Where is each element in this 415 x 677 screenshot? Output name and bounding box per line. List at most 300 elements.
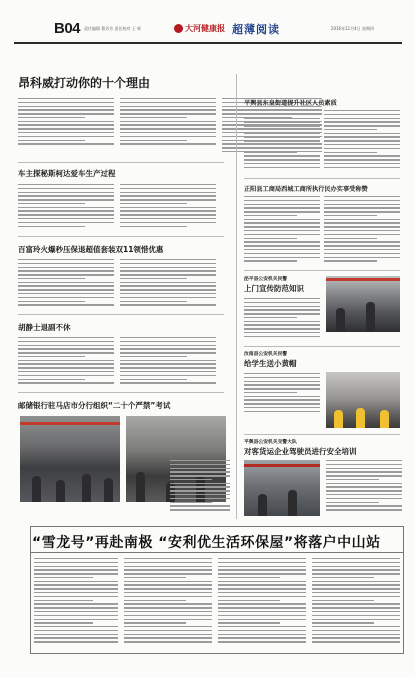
text-line	[34, 588, 118, 589]
text-line	[18, 356, 85, 357]
text-line	[120, 379, 187, 380]
text-line	[18, 132, 114, 133]
text-line	[18, 371, 114, 372]
text-line	[18, 199, 114, 200]
text-line	[324, 230, 400, 231]
text-line	[218, 596, 306, 597]
r2-text-col-2	[324, 196, 400, 266]
text-line	[120, 218, 216, 219]
text-line	[124, 581, 212, 582]
text-line	[18, 367, 114, 368]
text-line	[18, 113, 114, 114]
text-line	[170, 509, 230, 510]
text-line	[218, 577, 280, 578]
chexian-text-col-1	[18, 337, 114, 387]
text-line	[324, 155, 400, 156]
text-line	[124, 588, 212, 589]
text-line	[170, 471, 230, 472]
page-number: B04	[54, 20, 81, 37]
text-line	[18, 289, 114, 290]
text-line	[326, 464, 402, 465]
text-line	[244, 152, 297, 153]
text-line	[120, 136, 216, 137]
headline-r3-kicker: 泌平县公安机关民警	[244, 277, 288, 282]
text-line	[120, 341, 216, 342]
text-line	[120, 195, 216, 196]
text-line	[326, 494, 402, 495]
text-line	[324, 238, 377, 239]
text-line	[18, 363, 114, 364]
divider	[244, 434, 400, 435]
r2-text-col-1	[244, 196, 320, 266]
text-line	[326, 468, 402, 469]
edit-info: 责任编辑 曹芳芳 责任校对 王 晖	[84, 26, 142, 31]
masthead-rule	[14, 42, 402, 44]
text-line	[312, 622, 374, 623]
text-line	[124, 615, 212, 616]
photo-banner	[244, 464, 320, 467]
divider	[18, 392, 224, 393]
text-line	[18, 128, 114, 129]
text-line	[312, 573, 400, 574]
text-line	[34, 637, 118, 638]
text-line	[244, 317, 297, 318]
text-line	[120, 132, 216, 133]
photo-figure	[56, 480, 65, 502]
text-line	[18, 282, 114, 283]
text-line	[218, 569, 306, 570]
text-line	[124, 603, 212, 604]
text-line	[244, 215, 297, 216]
text-line	[120, 188, 216, 189]
headline-r5-kicker: 平舆县公安机关交警大队	[244, 440, 297, 445]
text-line	[120, 304, 216, 305]
text-line	[312, 611, 400, 612]
divider	[18, 236, 224, 237]
text-line	[244, 249, 320, 250]
text-line	[312, 596, 400, 597]
text-line	[120, 192, 216, 193]
text-line	[34, 641, 118, 642]
text-line	[244, 163, 320, 164]
text-line	[326, 475, 402, 476]
text-line	[18, 285, 114, 286]
text-line	[218, 611, 306, 612]
text-line	[34, 607, 118, 608]
text-line	[120, 285, 216, 286]
text-line	[312, 566, 400, 567]
text-line	[244, 148, 320, 149]
text-line	[324, 163, 400, 164]
text-line	[124, 626, 212, 627]
divider	[244, 346, 400, 347]
text-line	[120, 293, 216, 294]
text-line	[170, 460, 230, 461]
text-line	[324, 249, 400, 250]
text-line	[18, 259, 114, 260]
text-line	[244, 309, 320, 310]
text-line	[120, 113, 216, 114]
text-line	[170, 479, 212, 480]
text-line	[18, 184, 114, 185]
text-line	[244, 257, 320, 258]
text-line	[244, 110, 320, 111]
text-line	[120, 367, 216, 368]
text-line	[312, 630, 400, 631]
photo-figure	[366, 302, 375, 332]
text-line	[124, 592, 212, 593]
text-line	[218, 630, 306, 631]
postal-photo	[20, 416, 120, 502]
text-line	[18, 188, 114, 189]
text-line	[18, 348, 114, 349]
text-line	[312, 619, 400, 620]
text-line	[218, 615, 306, 616]
text-line	[326, 498, 402, 499]
text-line	[18, 267, 114, 268]
text-line	[170, 498, 230, 499]
text-line	[124, 641, 212, 642]
lead-text-col-2	[120, 98, 216, 150]
text-line	[312, 577, 374, 578]
masthead	[14, 20, 402, 42]
lead-text-col-1	[18, 98, 114, 150]
text-line	[124, 562, 212, 563]
bottom-text-col-1	[34, 558, 118, 650]
text-line	[18, 124, 114, 125]
text-line	[244, 313, 320, 314]
text-line	[312, 592, 400, 593]
text-line	[18, 379, 85, 380]
text-line	[218, 626, 306, 627]
text-line	[244, 241, 320, 242]
text-line	[18, 304, 114, 305]
gps-text-col-2	[120, 184, 216, 230]
text-line	[244, 302, 320, 303]
text-line	[18, 210, 114, 211]
chipan-text-col-2	[120, 259, 216, 309]
text-line	[18, 121, 114, 122]
text-line	[120, 259, 216, 260]
text-line	[326, 490, 402, 491]
text-line	[34, 562, 118, 563]
text-line	[244, 377, 320, 378]
text-line	[324, 129, 377, 130]
text-line	[244, 204, 320, 205]
text-line	[218, 641, 306, 642]
photo-figure	[32, 476, 41, 502]
text-line	[244, 403, 320, 404]
text-line	[244, 129, 297, 130]
text-line	[244, 411, 320, 412]
text-line	[218, 592, 306, 593]
text-line	[124, 584, 212, 585]
text-line	[324, 219, 400, 220]
text-line	[312, 641, 400, 642]
text-line	[124, 630, 212, 631]
text-line	[18, 301, 85, 302]
headline-postal: 邮储银行驻马店市分行组织“二十个严禁”考试	[18, 401, 171, 410]
text-line	[324, 121, 400, 122]
text-line	[120, 289, 216, 290]
text-line	[324, 253, 400, 254]
text-line	[120, 282, 216, 283]
text-line	[34, 566, 118, 567]
text-line	[170, 486, 230, 487]
text-line	[120, 210, 216, 211]
text-line	[218, 584, 306, 585]
text-line	[244, 396, 320, 397]
photo-figure	[288, 490, 297, 516]
text-line	[34, 619, 118, 620]
text-line	[18, 297, 114, 298]
text-line	[244, 114, 320, 115]
text-line	[312, 569, 400, 570]
section-name: 超薄阅读	[232, 23, 280, 36]
text-line	[18, 98, 114, 99]
text-line	[34, 577, 93, 578]
text-line	[244, 133, 320, 134]
text-line	[244, 118, 320, 119]
headline-r1: 平舆县东皇街道提升社区人员素质	[244, 100, 337, 107]
text-line	[324, 144, 400, 145]
text-line	[18, 337, 114, 338]
text-line	[324, 136, 400, 137]
text-line	[124, 577, 186, 578]
text-line	[120, 203, 187, 204]
photo-figure	[258, 494, 267, 516]
text-line	[120, 270, 216, 271]
text-line	[120, 207, 216, 208]
photo-banner	[326, 278, 400, 281]
text-line	[18, 360, 114, 361]
text-line	[326, 479, 379, 480]
r3-photo	[326, 276, 400, 332]
text-line	[324, 260, 377, 261]
text-line	[18, 263, 114, 264]
text-line	[324, 167, 400, 168]
headline-r3: 上门宣传防范知识	[244, 284, 304, 293]
text-line	[312, 588, 400, 589]
gps-text-col-1	[18, 184, 114, 230]
text-line	[244, 140, 320, 141]
text-line	[170, 494, 230, 495]
text-line	[120, 371, 216, 372]
text-line	[326, 486, 402, 487]
text-line	[124, 573, 212, 574]
text-line	[34, 634, 118, 635]
text-line	[34, 615, 118, 616]
bottom-headline-rule	[30, 552, 404, 553]
text-line	[218, 607, 306, 608]
text-line	[244, 253, 320, 254]
text-line	[244, 392, 297, 393]
text-line	[244, 200, 320, 201]
text-line	[34, 569, 118, 570]
text-line	[244, 121, 320, 122]
text-line	[170, 502, 212, 503]
text-line	[324, 159, 400, 160]
text-line	[34, 581, 118, 582]
text-line	[244, 321, 320, 322]
text-line	[170, 475, 230, 476]
text-line	[326, 505, 402, 506]
text-line	[324, 234, 400, 235]
text-line	[120, 267, 216, 268]
text-line	[244, 219, 320, 220]
text-line	[124, 596, 212, 597]
text-line	[244, 384, 320, 385]
r1-text-col-1	[244, 110, 320, 174]
text-line	[244, 298, 320, 299]
text-line	[218, 573, 306, 574]
text-line	[244, 381, 320, 382]
logo-icon	[174, 24, 183, 33]
text-line	[120, 363, 216, 364]
text-line	[18, 207, 114, 208]
text-line	[324, 226, 400, 227]
photo-figure	[336, 308, 345, 332]
text-line	[312, 584, 400, 585]
text-line	[18, 278, 85, 279]
text-line	[244, 328, 320, 329]
headline-r2: 正阳县工商局西城工商所执行民办实事受称赞	[244, 186, 368, 193]
chexian-text-col-2	[120, 337, 216, 387]
text-line	[324, 110, 400, 111]
text-line	[244, 159, 320, 160]
text-line	[244, 125, 320, 126]
text-line	[244, 144, 320, 145]
photo-figure	[356, 408, 365, 428]
date-line: 2016年11月4日 星期四	[330, 26, 374, 31]
text-line	[34, 626, 118, 627]
text-line	[312, 558, 400, 559]
r5-photo	[244, 460, 320, 516]
text-line	[120, 140, 187, 141]
text-line	[218, 637, 306, 638]
text-line	[18, 136, 114, 137]
text-line	[18, 226, 85, 227]
text-line	[244, 306, 320, 307]
text-line	[324, 118, 400, 119]
text-line	[120, 297, 216, 298]
text-line	[218, 562, 306, 563]
text-line	[34, 630, 118, 631]
text-line	[244, 399, 320, 400]
text-line	[18, 203, 85, 204]
text-line	[120, 263, 216, 264]
photo-figure	[334, 410, 343, 428]
text-line	[120, 214, 216, 215]
text-line	[120, 143, 216, 144]
text-line	[120, 121, 216, 122]
text-line	[312, 562, 400, 563]
text-line	[324, 241, 400, 242]
text-line	[18, 106, 114, 107]
text-line	[120, 352, 216, 353]
text-line	[218, 603, 306, 604]
text-line	[34, 558, 118, 559]
text-line	[120, 337, 216, 338]
text-line	[18, 352, 114, 353]
text-line	[34, 584, 118, 585]
text-line	[324, 211, 400, 212]
text-line	[18, 102, 114, 103]
text-line	[120, 184, 216, 185]
text-line	[324, 257, 400, 258]
text-line	[124, 600, 186, 601]
r4-photo	[326, 372, 400, 428]
text-line	[218, 619, 306, 620]
text-line	[324, 148, 400, 149]
text-line	[324, 152, 377, 153]
text-line	[120, 345, 216, 346]
newspaper-logo	[174, 23, 225, 34]
text-line	[34, 596, 118, 597]
text-line	[120, 124, 216, 125]
headline-r4-kicker: 汝南县公安机关民警	[244, 352, 288, 357]
headline-r4: 给学生送小黄帽	[244, 359, 297, 368]
text-line	[312, 581, 400, 582]
text-line	[34, 622, 93, 623]
text-line	[120, 278, 187, 279]
text-line	[18, 270, 114, 271]
photo-figure	[380, 410, 389, 428]
text-line	[120, 360, 216, 361]
divider	[18, 314, 224, 315]
text-line	[120, 382, 216, 383]
text-line	[120, 98, 216, 99]
text-line	[244, 238, 297, 239]
text-line	[34, 592, 118, 593]
text-line	[18, 382, 114, 383]
text-line	[120, 301, 187, 302]
text-line	[312, 637, 400, 638]
text-line	[218, 622, 280, 623]
text-line	[244, 332, 320, 333]
text-line	[120, 222, 216, 223]
text-line	[244, 167, 320, 168]
text-line	[324, 215, 377, 216]
chipan-text-col-1	[18, 259, 114, 309]
text-line	[18, 345, 114, 346]
bottom-headline: “雪龙号”再赴南极 “安利优生活环保屋”将落户中山站	[32, 535, 381, 551]
divider	[244, 270, 400, 271]
text-line	[124, 619, 212, 620]
text-line	[244, 230, 320, 231]
text-line	[120, 117, 187, 118]
text-line	[312, 626, 400, 627]
text-line	[326, 509, 402, 510]
r3-text	[244, 298, 320, 342]
text-line	[120, 356, 187, 357]
text-line	[18, 192, 114, 193]
text-line	[124, 607, 212, 608]
text-line	[120, 226, 187, 227]
bottom-text-col-4	[312, 558, 400, 650]
text-line	[120, 199, 216, 200]
text-line	[326, 502, 379, 503]
text-line	[326, 460, 402, 461]
text-line	[124, 611, 212, 612]
headline-chexian: 胡静士退副不休	[18, 323, 71, 332]
text-line	[124, 622, 186, 623]
headline-chipan: 百富玲火爆秒压保退超值套装双11领惜优惠	[18, 245, 164, 254]
text-line	[170, 464, 230, 465]
text-line	[312, 634, 400, 635]
text-line	[244, 211, 320, 212]
photo-banner	[20, 422, 120, 425]
